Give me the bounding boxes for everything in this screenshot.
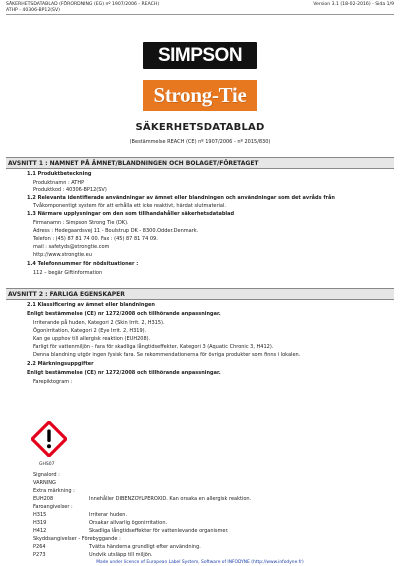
h315-code: H315	[33, 512, 47, 518]
header-product-code: ATHP - 40306-BP12(SV)	[6, 8, 60, 13]
heading-2-1: 2.1 Klassificering av ämnet eller blandningen	[27, 302, 155, 308]
simpson-logo	[143, 42, 257, 69]
p264-text: Tvätta händerna grundligt efter användning.	[89, 544, 201, 550]
regulation-labelling: Enligt bestämmelse (CE) nr 1272/2008 och tillhörande anpassningar.	[27, 370, 221, 376]
heading-1-2: 1.2 Relevanta identifierade användningar av ämnet eller blandningen och användningar som det avråds från	[27, 195, 335, 201]
page-footer[interactable]: Made under licence of European Label System, Software of INFODYNE (http://www.infodyne.fr)	[96, 560, 304, 565]
regulation-classification: Enligt bestämmelse (CE) nr 1272/2008 och tillhörande anpassningar.	[27, 311, 221, 317]
h412-code: H412	[33, 528, 47, 534]
header-version: Version 3.1 (18-02-2016) - Sida 1/9	[313, 2, 394, 7]
h315-text: Irriterar huden.	[89, 512, 128, 518]
classification-eye: Ögonirritation, Kategori 2 (Eye Irrit. 2, H319).	[33, 328, 147, 334]
section-1-heading: AVSNITT 1 : NAMNET PÅ ÄMNET/BLANDNINGEN OCH BOLAGET/FÖRETAGET	[6, 157, 394, 169]
h319-code: H319	[33, 520, 47, 526]
h412-text: Skadliga långtidseffekter för vattenlevande organismer.	[89, 528, 229, 534]
product-code: Produktkod : 40306-BP12(SV)	[33, 187, 107, 193]
simpson-logo-text: SIMPSON	[157, 44, 243, 66]
heading-1-3: 1.3 Närmare upplysningar om den som tillhandahåller säkerhetsdatablad	[27, 211, 235, 217]
heading-1-4: 1.4 Telefonnummer för nödsituationer :	[27, 261, 139, 267]
page-header	[6, 2, 394, 15]
product-name: Produktnamn : ATHP	[33, 180, 85, 186]
h319-text: Orsakar allvarlig ögonirritation.	[89, 520, 168, 526]
signal-word: VARNING	[33, 480, 56, 486]
pictogram-label: Farepiktogram :	[33, 379, 73, 385]
company-phone: Telefon : (45) 87 81 74 00. Fax : (45) 87 81 74 09.	[33, 236, 158, 242]
p273-text: Undvik utsläpp till miljön.	[89, 552, 153, 558]
strong-tie-logo	[143, 80, 257, 111]
header-doc-title: SÄKERHETSDATABLAD (FÖRORDNING (EG) nº 1907/2006 - REACH)	[6, 2, 160, 7]
document-subtitle: (Bestämmelse REACH (CE) nº 1907/2006 - nº 2015/830)	[129, 139, 271, 145]
pictogram-code: GHS07	[39, 462, 55, 467]
euh208-code: EUH208	[33, 496, 54, 502]
precautionary-statements-label: Skyddsangivelser - Förebyggande :	[33, 536, 121, 542]
section-2-heading: AVSNITT 2 : FARLIGA EGENSKAPER	[6, 288, 394, 300]
company-email[interactable]: mail : safetyds@strongtie.com	[33, 244, 110, 250]
exclamation-mark-pictogram-icon	[31, 421, 67, 457]
company-address: Adress : Hedegaardsvej 11 - Boulstrup DK - 8300.Odder.Denmark.	[33, 228, 199, 234]
classification-allergy: Kan ge upphov till allergisk reaktion (EUH208).	[33, 336, 151, 342]
classification-physical: Denna blandning utgör ingen fysisk fara. Se rekommendationerna för övriga produkter som finns i lokalen.	[33, 352, 301, 358]
company-name: Firmanamn : Simpson Strong Tie (DK).	[33, 220, 129, 226]
use-description: Tvåkomponentigt system för att erhålla ett icke reaktivt, härdat slutmaterial.	[33, 203, 226, 209]
extra-labelling-label: Extra märkning :	[33, 488, 75, 494]
heading-2-2: 2.2 Märkningsuppgifter	[27, 361, 94, 367]
classification-skin: Irriterande på huden, Kategori 2 (Skin Irrit. 2, H315).	[33, 320, 165, 326]
euh208-text: Innehåller DIBENZOYLPEROXID. Kan orsaka en allergisk reaktion.	[89, 496, 252, 502]
document-title: SÄKERHETSDATABLAD	[135, 122, 265, 133]
hazard-statements-label: Faroangivelser :	[33, 504, 73, 510]
classification-aquatic: Farligt för vattenmiljön - fara för skadliga långtidseffekter, Kategori 3 (Aquatic Chronic 3, H412).	[33, 344, 274, 350]
signal-word-label: Signalord :	[33, 472, 60, 478]
emergency-number: 112 – begär Giftinformation	[33, 270, 103, 276]
p273-code: P273	[33, 552, 46, 558]
strong-tie-logo-text: Strong-Tie	[153, 83, 247, 107]
company-website[interactable]: http://www.strongtie.eu	[33, 252, 92, 258]
heading-1-1: 1.1 Produktbeteckning	[27, 171, 92, 177]
p264-code: P264	[33, 544, 46, 550]
